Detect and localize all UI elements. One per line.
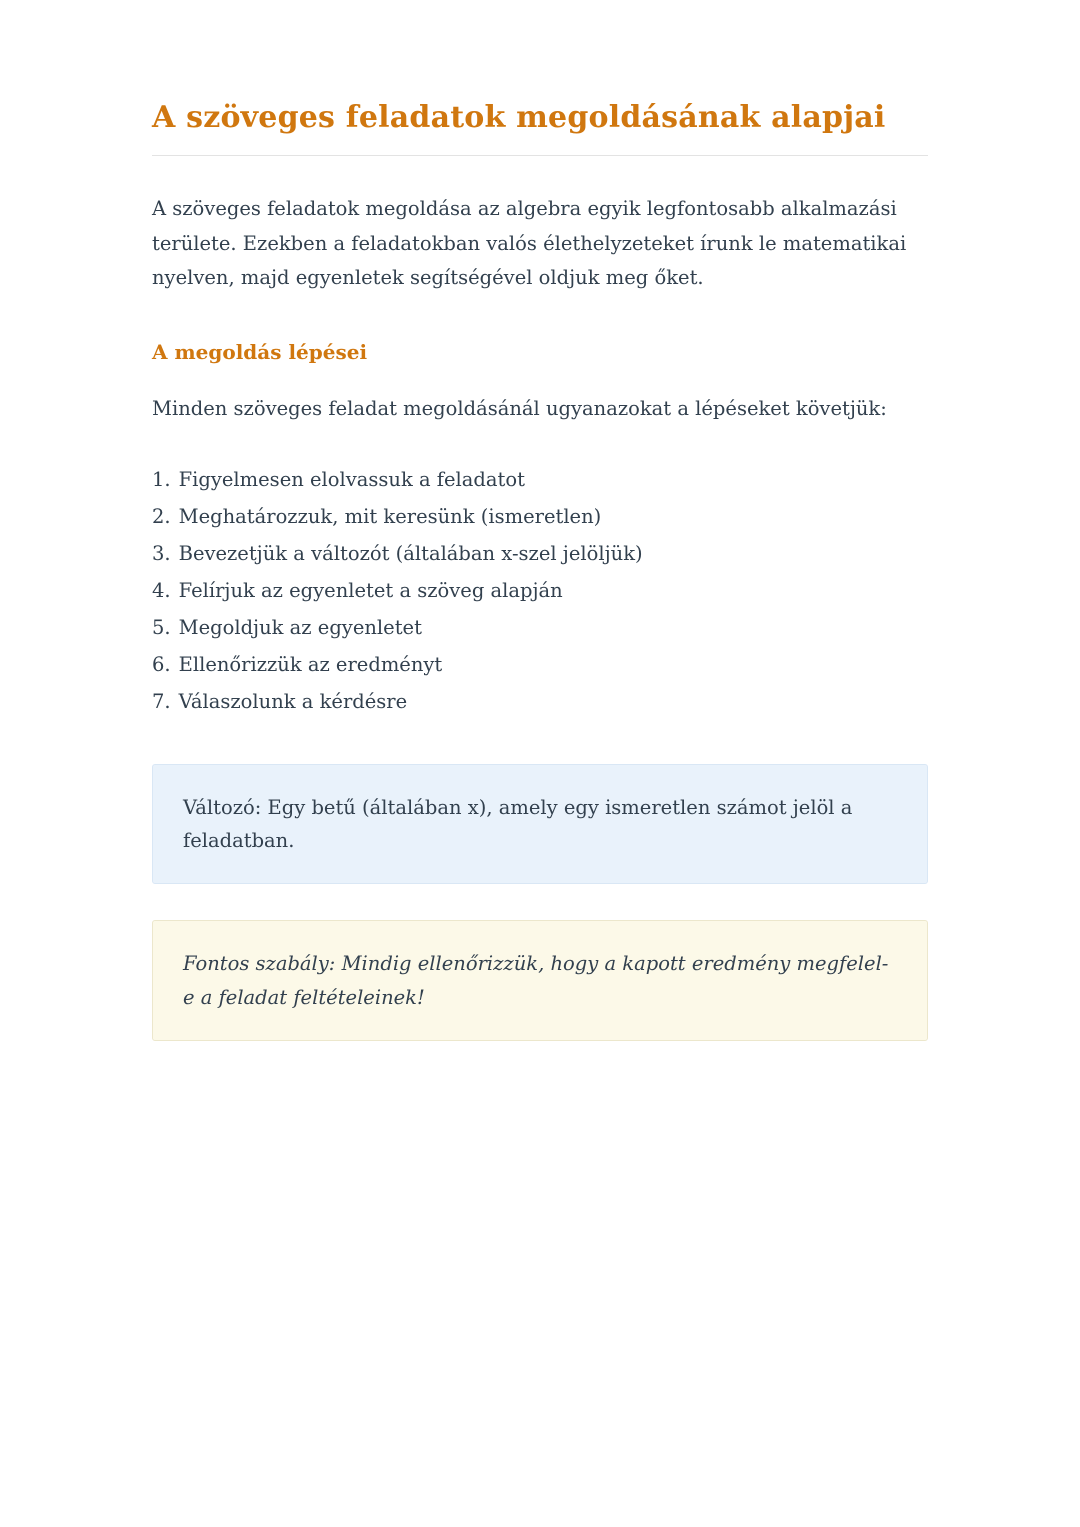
intro-paragraph: A szöveges feladatok megoldása az algebra egyik legfontosabb alkalmazási területe. Ezekben a feladatokban valós élethelyzeteket írunk le matematikai nyelven, majd egyenletek segítségével oldjuk meg őket. — [152, 197, 907, 290]
title-divider — [152, 155, 928, 156]
steps-list — [152, 461, 928, 720]
list-item-number: 3. — [152, 541, 171, 565]
list-item-number: 4. — [152, 578, 171, 602]
warning-callout-text: Fontos szabály: Mindig ellenőrizzük, hogy a kapott eredmény megfelel-e a feladat feltételeinek! — [183, 952, 889, 1009]
list-item-number: 1. — [152, 467, 171, 491]
section-heading-solution-steps: A megoldás lépései — [152, 340, 368, 365]
list-item-text: Felírjuk az egyenletet a szöveg alapján — [178, 578, 563, 602]
list-item-number: 7. — [152, 690, 171, 714]
info-callout-variable-definition — [152, 764, 928, 884]
list-item — [152, 572, 928, 609]
list-item-text: Válaszolunk a kérdésre — [178, 690, 408, 714]
list-item-text: Ellenőrizzük az eredményt — [178, 653, 443, 677]
list-item — [152, 461, 928, 498]
list-item — [152, 609, 928, 646]
list-item-number: 5. — [152, 616, 171, 639]
page-title: A szöveges feladatok megoldásának alapjai — [152, 100, 886, 135]
list-item — [152, 646, 928, 683]
list-item-number: 2. — [152, 504, 171, 528]
list-item — [152, 498, 928, 535]
document-content — [152, 0, 928, 1041]
list-item-text: Megoldjuk az egyenletet — [178, 616, 422, 639]
list-item-text: Figyelmesen elolvassuk a feladatot — [178, 467, 525, 491]
list-item — [152, 535, 928, 572]
list-item-text: Bevezetjük a változót (általában x-szel jelöljük) — [178, 541, 643, 565]
list-item — [152, 683, 928, 720]
info-callout-text: Változó: Egy betű (általában x), amely egy ismeretlen számot jelöl a feladatban. — [183, 796, 853, 853]
warning-callout-important-rule — [152, 920, 928, 1040]
list-item-text: Meghatározzuk, mit keresünk (ismeretlen) — [178, 504, 602, 528]
list-item-number: 6. — [152, 653, 171, 677]
steps-intro-paragraph: Minden szöveges feladat megoldásánál ugyanazokat a lépéseket követjük: — [152, 397, 887, 421]
